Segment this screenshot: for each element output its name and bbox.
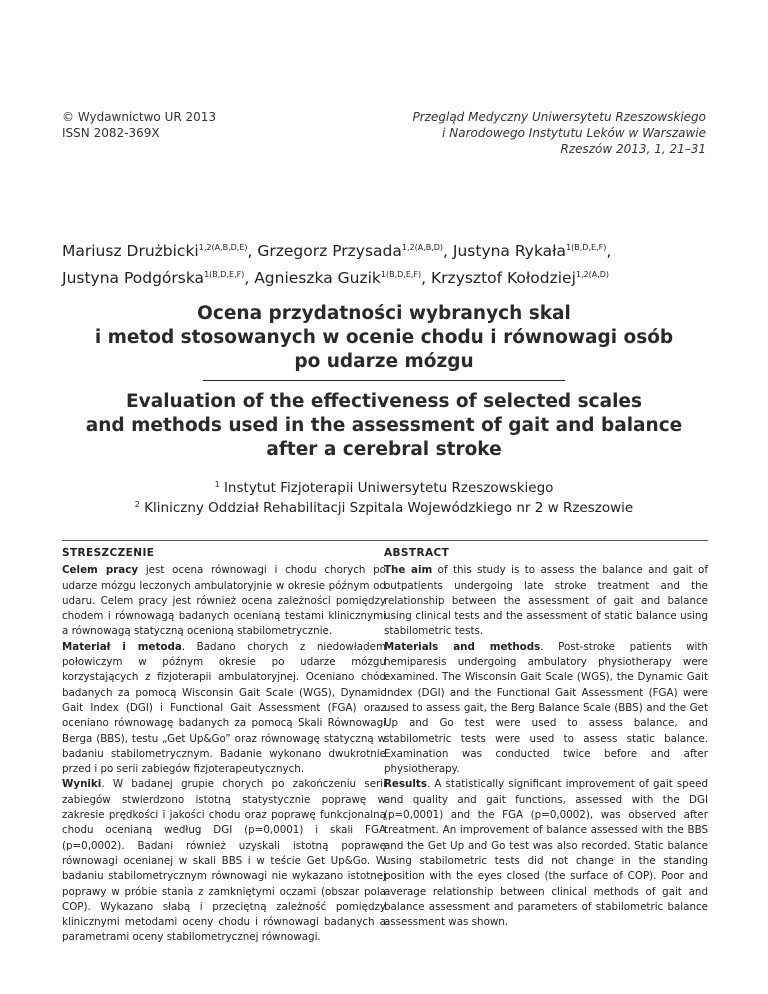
title-en-line-2: and methods used in the assessment of gait and balance [85, 415, 683, 436]
title-pl-line-1: Ocena przydatności wybranych skal [197, 303, 571, 324]
results-label: Results [384, 778, 427, 791]
author-name: Agnieszka Guzik [254, 269, 381, 287]
author-affiliation: 1(B,D,E,F) [566, 243, 607, 252]
aim-text: jest ocena równowagi i chodu chorych po udarze mózgu leczonych ambulatoryjnie w okresie późnym od udaru. Celem pracy jest również ocena zależności pomiędzy chodem i równowagą badanych ocenianą testami klinicznymi a równowagą statyczną ocenioną stabilometrycznie. [62, 564, 386, 638]
author-affiliation: 1(B,D,E,F) [204, 270, 245, 279]
streszczenie-methods [62, 640, 386, 778]
streszczenie-column [62, 540, 386, 946]
methods-label: Materials and methods [384, 640, 541, 653]
title-en-line-3: after a cerebral stroke [266, 439, 502, 460]
abstract-results [384, 777, 708, 930]
methods-text: . Badano chorych z niedowładem połowiczym w późnym okresie po udarze mózgu korzystających z fizjoterapii ambulatoryjnej. Oceniano chód badanych za pomocą Wisconsin Gait Scale (WGS), Dynamic Gait Index (DGI) i Functional Gait Assessment (FGA) oraz oceniano równowagę badanych za pomocą Skali Równowagi Berga (BBS), testu „Get Up&Go” oraz równowagę statyczną w badaniu stabilometrycznym. Badanie wykonano dwukrotnie przed i po serii zabiegów fizjoterapeutycznych. [62, 640, 386, 776]
title-polish [0, 302, 768, 374]
column-divider [62, 540, 386, 541]
affiliation-text: Instytut Fizjoterapii Uniwersytetu Rzeszowskiego [223, 480, 554, 496]
author-list: Mariusz Drużbicki$^{1,2(A,B,D,E)}$, Grzegorz Przysada$^{1,2(A,B,D)}$, Justyna Rykała$^{1(B,D,E,F)}$, Justyna Podgórska$^{1(B,D,E,F)}$, Agnieszka Guzik$^{1(B,D,E,F)}$, Krzysztof Kołodziej$^{1,2(A,D)}$ [62, 242, 612, 287]
title-en-line-1: Evaluation of the effectiveness of selected scales [126, 391, 642, 412]
author-name: Krzysztof Kołodziej [431, 269, 576, 287]
abstract-aim [384, 563, 708, 639]
affiliation-text: Kliniczny Oddział Rehabilitacji Szpitala Wojewódzkiego nr 2 w Rzeszowie [144, 500, 634, 516]
author-name: Grzegorz Przysada [257, 242, 402, 260]
column-divider [384, 540, 708, 541]
journal-line-2: i Narodowego Instytutu Leków w Warszawie [442, 126, 706, 140]
publisher: © Wydawnictwo UR 2013 [62, 110, 217, 124]
author-affiliation: 1,2(A,B,D,E) [198, 243, 248, 252]
streszczenie-heading: STRESZCZENIE [62, 547, 155, 559]
affiliation-number: 2 [134, 500, 140, 509]
affiliation-1 [0, 478, 768, 498]
author-affiliation: 1(B,D,E,F) [380, 270, 422, 279]
author-name: Mariusz Drużbicki [62, 242, 199, 260]
abstract-column [384, 540, 708, 930]
journal-line-3: Rzeszów 2013, 1, 21–31 [560, 142, 706, 156]
journal-info [413, 109, 706, 157]
methods-label: Materiał i metoda [62, 640, 182, 653]
results-text: . W badanej grupie chorych po zakończeniu serii zabiegów stwierdzono istotną statystycznie poprawę w zakresie prędkości i jakości chodu oraz poprawę funkcjonalną chodu ocenianą według DGI (p=0,0001) i skali FGA (p=0,0002). Badani również uzyskali istotną poprawę równowagi ocenianej w skali BBS i w teście Get Up&Go. W badaniu stabilometrycznym równowagi nie wykazano istotnej poprawy w próbie stania z zamkniętymi oczami (obszar pola COP). Wykazano słabą i przeciętną zależność pomiędzy klinicznymi metodami oceny chodu i równowagi badanych a parametrami oceny stabilometrycznej równowagi. [62, 778, 386, 944]
author-affiliation: 1,2(A,B,D) [401, 243, 444, 252]
results-text: . A statistically significant improvement of gait speed and quality and gait functions, assessed with the DGI (p=0,0001) and the FGA (p=0,0002), was observed after treatment. An improvement of balance assessed with the BBS and the Get Up and Go test was also recorded. Static balance using stabilometric tests did not change in the standing position with the eyes closed (the surface of COP). Poor and average relationship between clinical methods of gait and balance assessment and parameters of stabilometric balance assessment was shown. [384, 778, 708, 929]
journal-line-1: Przegląd Medyczny Uniwersytetu Rzeszowskiego [412, 110, 706, 124]
author-name: Justyna Rykała [452, 242, 567, 260]
aim-label: Celem pracy [62, 564, 139, 577]
affiliations [0, 478, 768, 518]
abstract-methods [384, 640, 708, 778]
aim-text: of this study is to assess the balance and gait of outpatients undergoing late stroke treatment and the relationship between the assessment of gait and balance using clinical tests and the assessment of static balance using stabilometric tests. [384, 564, 708, 638]
publisher-info [62, 109, 216, 141]
streszczenie-aim [62, 563, 386, 639]
affiliation-2 [0, 498, 768, 518]
aim-label: The aim [384, 564, 433, 577]
results-label: Wyniki [62, 778, 102, 791]
affiliation-number: 1 [214, 480, 220, 489]
abstract-heading: ABSTRACT [384, 547, 450, 559]
title-english [0, 390, 768, 462]
author-name: Justyna Podgórska [62, 269, 205, 287]
methods-text: . Post-stroke patients with hemiparesis undergoing ambulatory physiotherapy were examined. The Wisconsin Gait Scale (WGS), the Dynamic Gait Index (DGI) and the Functional Gait Assessment (FGA) were used to assess gait, the Berg Balance Scale (BBS) and the Get Up and Go test were used to assess balance, and stabilometric tests were used to assess static balance. Examination was conducted twice before and after physiotherapy. [384, 640, 708, 776]
title-pl-line-3: po udarze mózgu [294, 351, 474, 372]
title-pl-line-2: i metod stosowanych w ocenie chodu i równowagi osób [94, 327, 674, 348]
streszczenie-results [62, 777, 386, 945]
issn: ISSN 2082-369X [62, 126, 160, 140]
author-affiliation: 1,2(A,D) [575, 270, 610, 279]
title-divider [203, 380, 565, 381]
